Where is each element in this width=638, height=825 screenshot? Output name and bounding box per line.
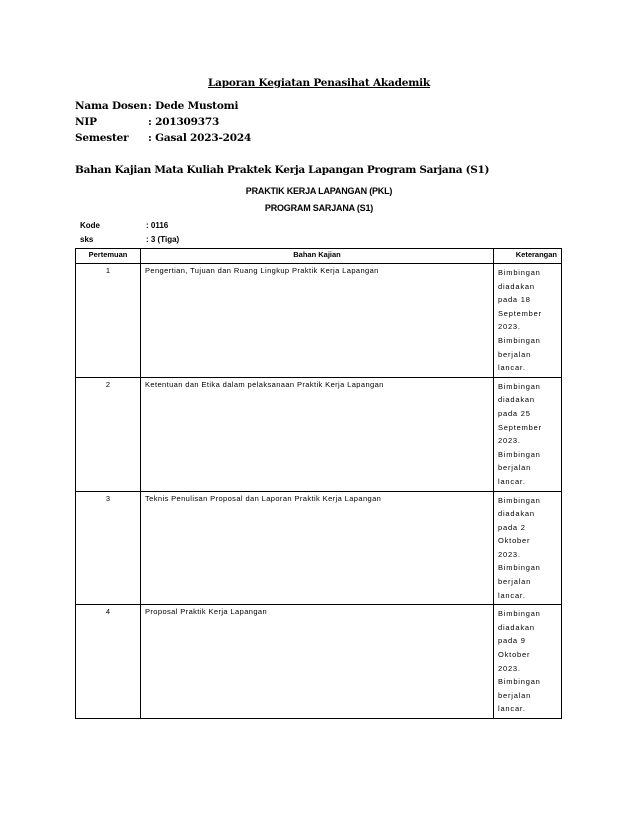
notes-line: Bimbingan — [498, 268, 541, 277]
table-row — [76, 605, 562, 719]
info-label: Semester — [75, 132, 129, 144]
header-meeting: Pertemuan — [76, 249, 141, 264]
study-material: Teknis Penulisan Proposal dan Laporan Praktik Kerja Lapangan — [141, 491, 494, 605]
notes-line: 2023. — [498, 663, 521, 673]
header-notes: Keterangan — [494, 249, 562, 264]
notes-line: September — [498, 422, 542, 432]
course-title-line2: PROGRAM SARJANA (S1) — [264, 203, 374, 213]
notes-line: Bimbingan — [498, 449, 541, 459]
notes-line: Bimbingan — [498, 609, 541, 619]
notes-line: lancar. — [498, 476, 526, 486]
notes-line: lancar. — [498, 590, 526, 600]
meta-label: Kode — [80, 221, 100, 230]
study-material-table — [75, 248, 562, 719]
info-value: : 201309373 — [148, 116, 220, 128]
info-row-name — [75, 98, 251, 114]
notes-line: pada 25 — [498, 408, 531, 418]
notes-line: berjalan — [498, 577, 532, 587]
meta-value: : 0116 — [146, 221, 169, 230]
notes-line: lancar. — [498, 363, 526, 373]
notes-line: diadakan — [498, 509, 535, 519]
study-material: Ketentuan dan Etika dalam pelaksanaan Praktik Kerja Lapangan — [141, 377, 494, 491]
notes-line: diadakan — [498, 281, 535, 291]
meeting-number: 2 — [76, 377, 141, 491]
notes-line: Bimbingan — [498, 381, 541, 391]
course-code — [80, 221, 168, 230]
notes-cell — [494, 377, 562, 491]
notes-line: pada 9 — [498, 636, 526, 646]
notes-line: pada 18 — [498, 295, 531, 305]
notes-cell — [494, 491, 562, 605]
info-value: : Dede Mustomi — [148, 100, 239, 112]
notes-line: Bimbingan — [498, 335, 541, 345]
info-label: Nama Dosen — [75, 100, 148, 112]
table-row — [76, 491, 562, 605]
notes-line: Bimbingan — [498, 495, 541, 505]
meeting-number: 1 — [76, 264, 141, 378]
section-subheading: Bahan Kajian Mata Kuliah Praktek Kerja Lapangan Program Sarjana (S1) — [75, 164, 490, 176]
notes-line: Bimbingan — [498, 677, 541, 687]
meeting-number: 3 — [76, 491, 141, 605]
header-material: Bahan Kajian — [141, 249, 494, 264]
info-row-nip — [75, 114, 251, 130]
info-value: : Gasal 2023-2024 — [148, 132, 252, 144]
notes-line: pada 2 — [498, 522, 526, 532]
study-material: Proposal Praktik Kerja Lapangan — [141, 605, 494, 719]
notes-line: 2023. — [498, 322, 521, 332]
meta-label: sks — [80, 235, 94, 244]
notes-line: Oktober — [498, 650, 531, 660]
meta-value: : 3 (Tiga) — [146, 235, 180, 244]
notes-line: 2023. — [498, 436, 521, 446]
notes-cell — [494, 264, 562, 378]
notes-line: berjalan — [498, 690, 532, 700]
study-material: Pengertian, Tujuan dan Ruang Lingkup Praktik Kerja Lapangan — [141, 264, 494, 378]
notes-line: September — [498, 308, 542, 318]
report-title: Laporan Kegiatan Penasihat Akademik — [207, 77, 430, 89]
course-title-line1: PRAKTIK KERJA LAPANGAN (PKL) — [245, 186, 393, 196]
table-row — [76, 264, 562, 378]
lecturer-info — [75, 98, 251, 146]
notes-line: lancar. — [498, 704, 526, 714]
info-row-semester — [75, 130, 251, 146]
notes-line: Oktober — [498, 536, 531, 546]
table-header-row — [76, 249, 562, 264]
course-credits — [80, 235, 179, 244]
notes-line: diadakan — [498, 622, 535, 632]
notes-line: 2023. — [498, 549, 521, 559]
notes-line: berjalan — [498, 463, 532, 473]
notes-cell — [494, 605, 562, 719]
info-label: NIP — [75, 116, 97, 128]
meeting-number: 4 — [76, 605, 141, 719]
notes-line: berjalan — [498, 349, 532, 359]
notes-line: diadakan — [498, 395, 535, 405]
notes-line: Bimbingan — [498, 563, 541, 573]
table-row — [76, 377, 562, 491]
